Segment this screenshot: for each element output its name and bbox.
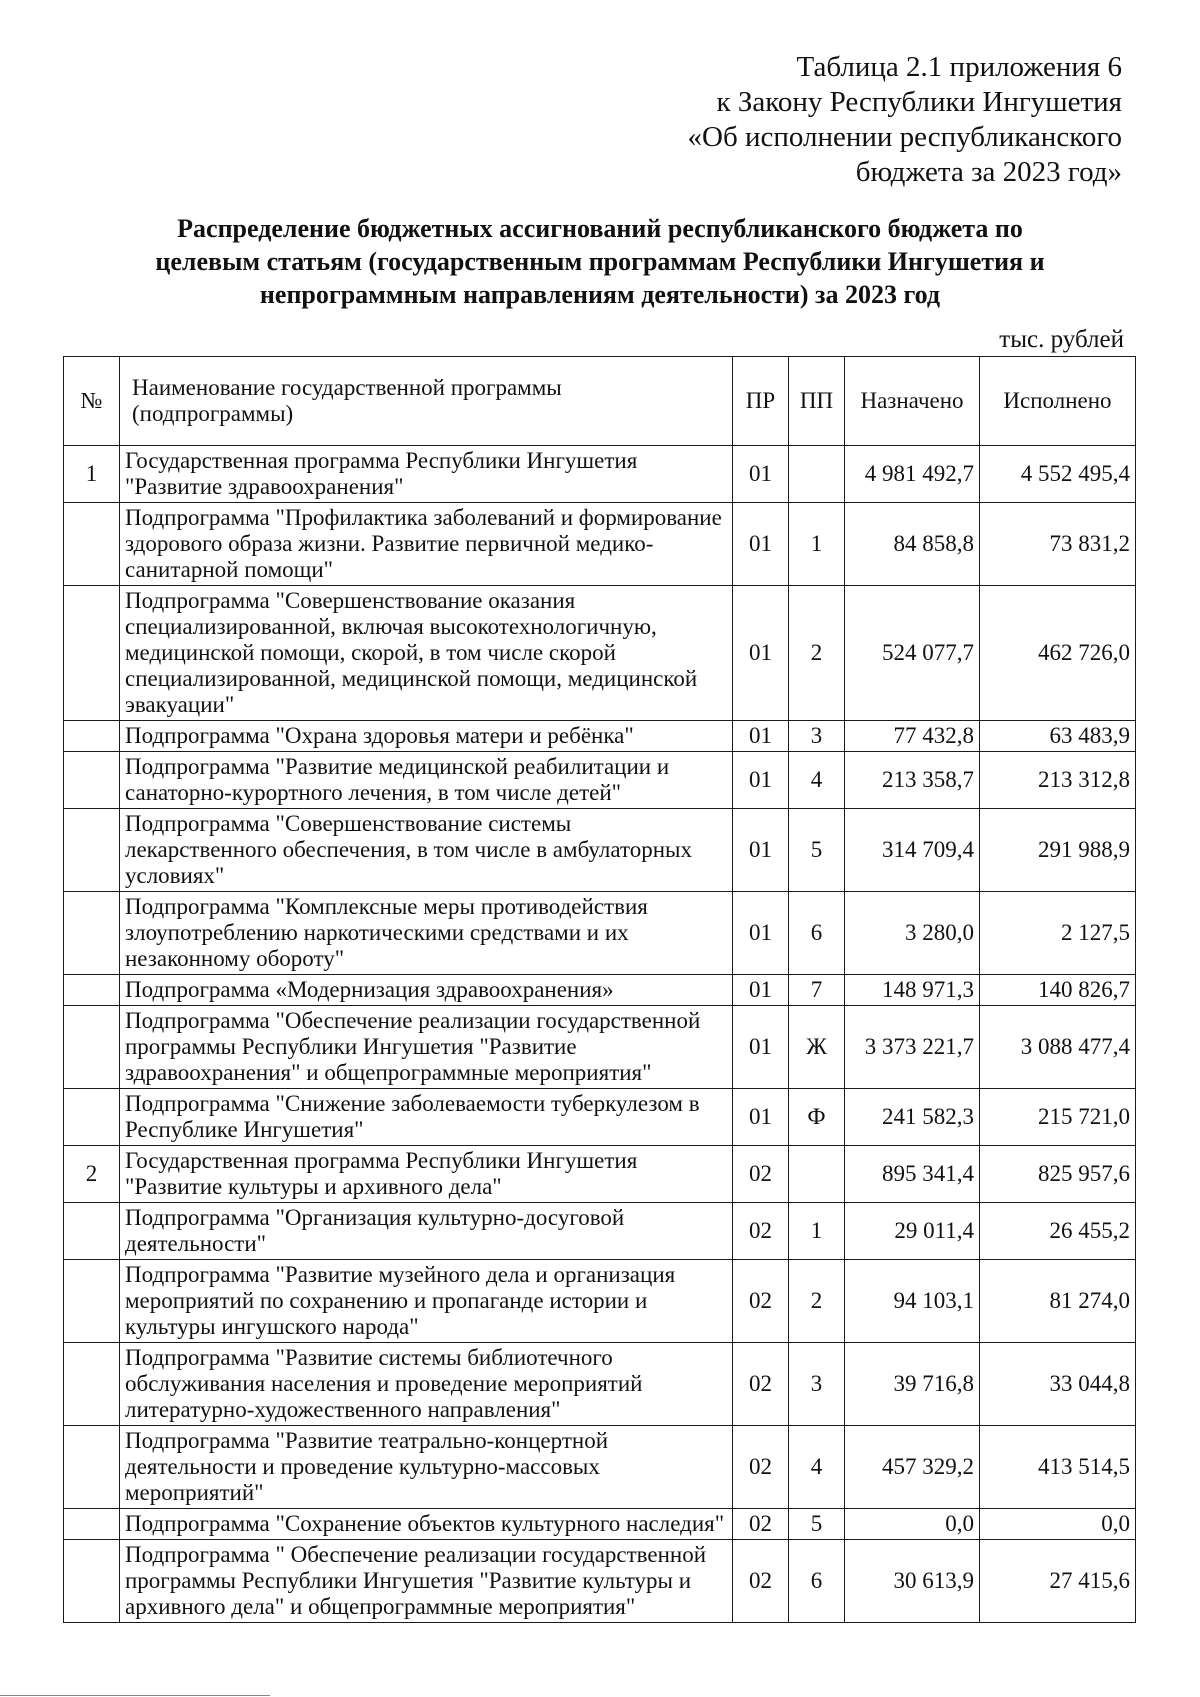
table-row (64, 1260, 1136, 1343)
subprogram-code: 4 (789, 1426, 845, 1509)
appendix-line-2: к Закону Республики Ингушетия (716, 86, 1122, 118)
row-number (64, 892, 120, 975)
program-name: Подпрограмма "Комплексные меры противодействия злоупотреблению наркотическими средствами и их незаконному обороту" (120, 892, 733, 975)
subprogram-code: Ф (789, 1089, 845, 1146)
program-name: Подпрограмма "Развитие театрально-концертной деятельности и проведение культурно-массовых мероприятий" (120, 1426, 733, 1509)
program-code: 01 (733, 809, 789, 892)
program-name: Подпрограмма "Профилактика заболеваний и формирование здорового образа жизни. Развитие первичной медико-санитарной помощи" (120, 503, 733, 586)
program-code: 01 (733, 1089, 789, 1146)
executed-amount: 825 957,6 (980, 1146, 1136, 1203)
assigned-amount: 39 716,8 (845, 1343, 980, 1426)
executed-amount: 462 726,0 (980, 586, 1136, 721)
header-done: Исполнено (980, 357, 1136, 446)
program-code: 01 (733, 975, 789, 1006)
executed-amount: 63 483,9 (980, 721, 1136, 752)
table-row (64, 721, 1136, 752)
appendix-line-1: Таблица 2.1 приложения 6 (796, 51, 1122, 83)
row-number (64, 503, 120, 586)
table-row (64, 1509, 1136, 1540)
subprogram-code: 6 (789, 892, 845, 975)
table-row (64, 446, 1136, 503)
table-row (64, 503, 1136, 586)
program-code: 01 (733, 752, 789, 809)
program-name: Государственная программа Республики Ингушетия "Развитие здравоохранения" (120, 446, 733, 503)
program-name: Подпрограмма "Охрана здоровья матери и ребёнка" (120, 721, 733, 752)
row-number (64, 752, 120, 809)
program-name: Подпрограмма "Совершенствование оказания специализированной, включая высокотехнологичную, медицинской помощи, скорой, в том числе скорой специализированной, медицинской помощи, медицинской эвакуации" (120, 586, 733, 721)
program-code: 02 (733, 1343, 789, 1426)
executed-amount: 140 826,7 (980, 975, 1136, 1006)
assigned-amount: 213 358,7 (845, 752, 980, 809)
program-code: 01 (733, 721, 789, 752)
row-number (64, 1426, 120, 1509)
header-pr: ПР (733, 357, 789, 446)
subprogram-code (789, 1146, 845, 1203)
program-code: 01 (733, 892, 789, 975)
row-number (64, 1260, 120, 1343)
program-code: 02 (733, 1540, 789, 1623)
program-name: Подпрограмма "Сохранение объектов культурного наследия" (120, 1509, 733, 1540)
row-number (64, 721, 120, 752)
row-number (64, 586, 120, 721)
executed-amount: 33 044,8 (980, 1343, 1136, 1426)
subprogram-code: 2 (789, 1260, 845, 1343)
assigned-amount: 241 582,3 (845, 1089, 980, 1146)
header-num: № (64, 357, 120, 446)
assigned-amount: 0,0 (845, 1509, 980, 1540)
header-plan: Назначено (845, 357, 980, 446)
executed-amount: 3 088 477,4 (980, 1006, 1136, 1089)
row-number (64, 1540, 120, 1623)
assigned-amount: 4 981 492,7 (845, 446, 980, 503)
executed-amount: 0,0 (980, 1509, 1136, 1540)
assigned-amount: 3 373 221,7 (845, 1006, 980, 1089)
table-row (64, 1006, 1136, 1089)
program-name: Подпрограмма "Снижение заболеваемости туберкулезом в Республике Ингушетия" (120, 1089, 733, 1146)
table-row (64, 586, 1136, 721)
table-row (64, 1089, 1136, 1146)
executed-amount: 215 721,0 (980, 1089, 1136, 1146)
row-number (64, 1006, 120, 1089)
table-row (64, 1146, 1136, 1203)
program-name: Подпрограмма "Совершенствование системы лекарственного обеспечения, в том числе в амбулаторных условиях" (120, 809, 733, 892)
assigned-amount: 314 709,4 (845, 809, 980, 892)
table-body (64, 446, 1136, 1623)
assigned-amount: 77 432,8 (845, 721, 980, 752)
assigned-amount: 29 011,4 (845, 1203, 980, 1260)
program-name: Подпрограмма "Организация культурно-досуговой деятельности" (120, 1203, 733, 1260)
row-number (64, 1343, 120, 1426)
title-line-1: Распределение бюджетных ассигнований республиканского бюджета по (177, 214, 1023, 243)
assigned-amount: 457 329,2 (845, 1426, 980, 1509)
units-label: тыс. рублей (999, 326, 1124, 353)
executed-amount: 213 312,8 (980, 752, 1136, 809)
row-number: 1 (64, 446, 120, 503)
program-code: 02 (733, 1426, 789, 1509)
program-name: Подпрограмма "Развитие системы библиотечного обслуживания населения и проведение мероприятий литературно-художественного направления" (120, 1343, 733, 1426)
program-code: 01 (733, 503, 789, 586)
executed-amount: 413 514,5 (980, 1426, 1136, 1509)
assigned-amount: 3 280,0 (845, 892, 980, 975)
executed-amount: 291 988,9 (980, 809, 1136, 892)
row-number (64, 809, 120, 892)
title-line-2: целевым статьям (государственным программам Республики Ингушетия и (155, 247, 1045, 276)
assigned-amount: 524 077,7 (845, 586, 980, 721)
subprogram-code: 6 (789, 1540, 845, 1623)
program-name: Подпрограмма " Обеспечение реализации государственной программы Республики Ингушетия "Развитие культуры и архивного дела" и общепрограммные мероприятия" (120, 1540, 733, 1623)
table-row (64, 975, 1136, 1006)
subprogram-code: 5 (789, 809, 845, 892)
program-name: Подпрограмма "Развитие медицинской реабилитации и санаторно-курортного лечения, в том числе детей" (120, 752, 733, 809)
program-code: 02 (733, 1509, 789, 1540)
program-code: 02 (733, 1203, 789, 1260)
subprogram-code: Ж (789, 1006, 845, 1089)
appendix-line-3: «Об исполнении республиканского (687, 121, 1122, 153)
table-row (64, 1203, 1136, 1260)
table-row (64, 892, 1136, 975)
executed-amount: 27 415,6 (980, 1540, 1136, 1623)
assigned-amount: 30 613,9 (845, 1540, 980, 1623)
budget-table (63, 356, 1136, 1623)
assigned-amount: 148 971,3 (845, 975, 980, 1006)
assigned-amount: 84 858,8 (845, 503, 980, 586)
row-number (64, 1203, 120, 1260)
executed-amount: 2 127,5 (980, 892, 1136, 975)
assigned-amount: 895 341,4 (845, 1146, 980, 1203)
row-number: 2 (64, 1146, 120, 1203)
subprogram-code: 5 (789, 1509, 845, 1540)
table-row (64, 752, 1136, 809)
header-pp: ПП (789, 357, 845, 446)
subprogram-code: 3 (789, 721, 845, 752)
program-name: Государственная программа Республики Ингушетия "Развитие культуры и архивного дела" (120, 1146, 733, 1203)
program-name: Подпрограмма "Обеспечение реализации государственной программы Республики Ингушетия "Развитие здравоохранения" и общепрограммные мероприятия" (120, 1006, 733, 1089)
program-code: 01 (733, 1006, 789, 1089)
subprogram-code: 4 (789, 752, 845, 809)
program-code: 01 (733, 586, 789, 721)
program-name: Подпрограмма "Развитие музейного дела и организация мероприятий по сохранению и пропаганде истории и культуры ингушского народа" (120, 1260, 733, 1343)
subprogram-code: 2 (789, 586, 845, 721)
program-code: 01 (733, 446, 789, 503)
subprogram-code: 1 (789, 1203, 845, 1260)
row-number (64, 1089, 120, 1146)
executed-amount: 4 552 495,4 (980, 446, 1136, 503)
program-code: 02 (733, 1260, 789, 1343)
table-row (64, 1426, 1136, 1509)
document-title (130, 212, 1070, 311)
program-name: Подпрограмма «Модернизация здравоохранения» (120, 975, 733, 1006)
assigned-amount: 94 103,1 (845, 1260, 980, 1343)
row-number (64, 1509, 120, 1540)
executed-amount: 26 455,2 (980, 1203, 1136, 1260)
subprogram-code: 1 (789, 503, 845, 586)
row-number (64, 975, 120, 1006)
table-header-row (64, 357, 1136, 446)
appendix-line-4: бюджета за 2023 год» (855, 156, 1122, 188)
executed-amount: 73 831,2 (980, 503, 1136, 586)
executed-amount: 81 274,0 (980, 1260, 1136, 1343)
subprogram-code: 3 (789, 1343, 845, 1426)
title-line-3: непрограммным направлениям деятельности) за 2023 год (259, 280, 941, 309)
subprogram-code: 7 (789, 975, 845, 1006)
appendix-header (688, 50, 1122, 190)
table-row (64, 1540, 1136, 1623)
header-name: Наименование государственной программы (подпрограммы) (120, 357, 733, 446)
program-code: 02 (733, 1146, 789, 1203)
table-row (64, 809, 1136, 892)
table-row (64, 1343, 1136, 1426)
subprogram-code (789, 446, 845, 503)
